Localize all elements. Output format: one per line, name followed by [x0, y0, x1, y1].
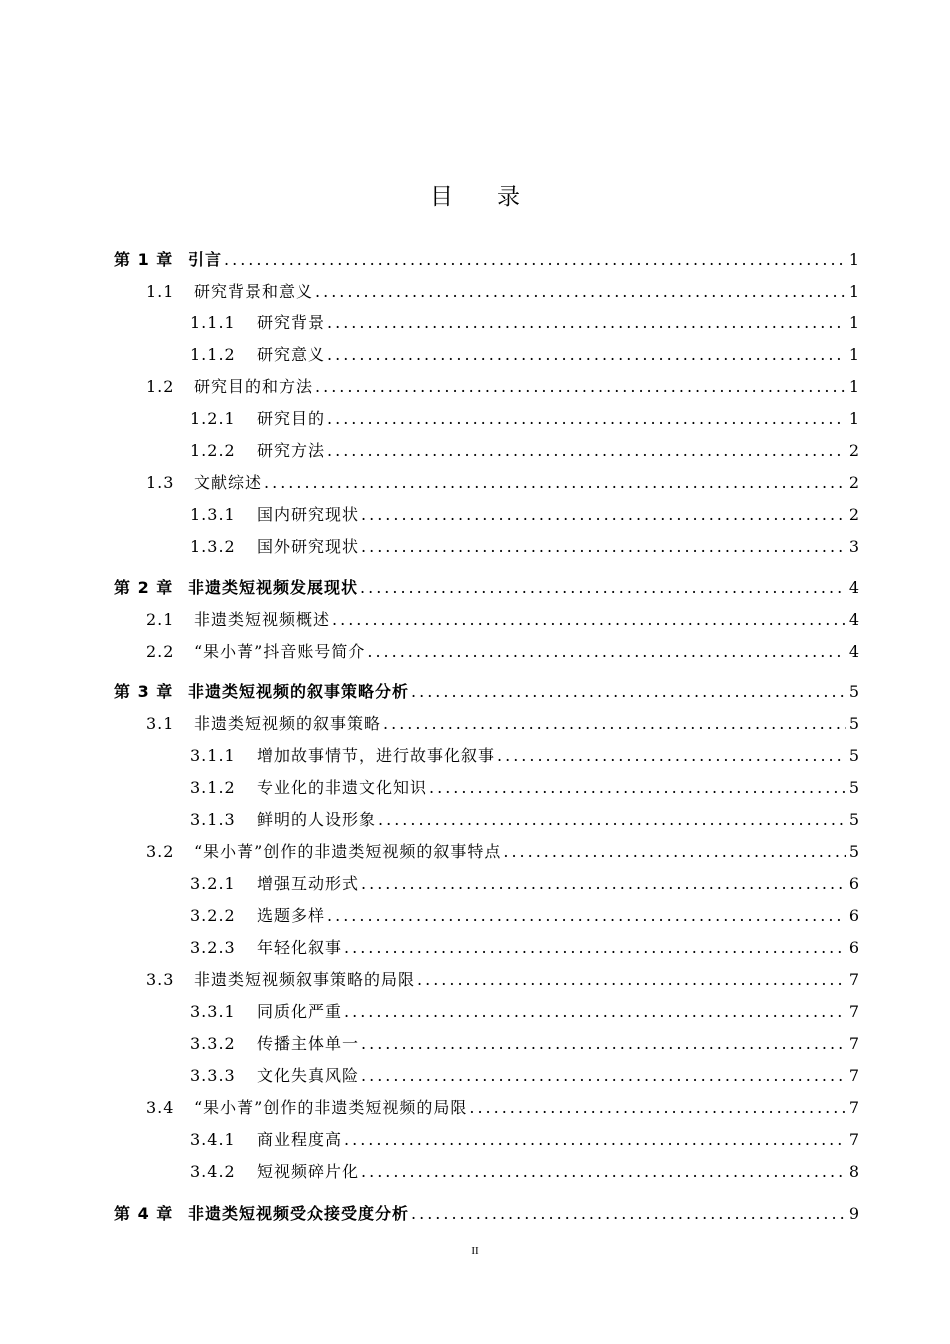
toc-entry-title: 非遗类短视频的叙事策略分析 [188, 682, 410, 701]
toc-entry-title: 研究背景和意义 [194, 282, 314, 301]
toc-entry[interactable] [146, 712, 859, 736]
toc-entry[interactable] [190, 776, 859, 800]
dot-leader [361, 1032, 846, 1056]
toc-entry-page: 1 [848, 282, 859, 301]
toc-entry-number: 3.1.1 [190, 746, 236, 765]
toc-entry[interactable] [190, 1128, 859, 1152]
toc-entry[interactable] [146, 968, 859, 992]
toc-entry[interactable] [114, 576, 859, 600]
toc-entry[interactable] [190, 1160, 859, 1184]
toc-entry[interactable] [146, 375, 859, 399]
toc-entry-page: 2 [848, 473, 859, 492]
toc-entry-page: 7 [848, 1066, 859, 1085]
toc-entry-number: 1.1.1 [190, 313, 236, 332]
toc-entry-title: 非遗类短视频发展现状 [188, 578, 359, 597]
toc-entry[interactable] [190, 1032, 859, 1056]
toc-entry[interactable] [146, 640, 859, 664]
dot-leader [361, 1160, 846, 1184]
toc-entry-title: 增加故事情节，进行故事化叙事 [257, 746, 496, 765]
toc-entry[interactable] [190, 904, 859, 928]
toc-entry-number: 3.3.2 [190, 1034, 236, 1053]
toc-entry-title: 研究意义 [257, 345, 326, 364]
toc-entry[interactable] [190, 439, 859, 463]
toc-entry-number: 3.2.1 [190, 874, 236, 893]
dot-leader [327, 407, 846, 431]
dot-leader [327, 439, 846, 463]
toc-entry-page: 5 [848, 746, 859, 765]
toc-entry-page: 5 [848, 842, 859, 861]
toc-entry-page: 1 [848, 409, 859, 428]
dot-leader [360, 576, 846, 600]
toc-entry[interactable] [146, 608, 859, 632]
page-number-footer: II [471, 1245, 479, 1257]
page-title: 目录 [430, 184, 564, 210]
dot-leader [332, 608, 846, 632]
toc-entry[interactable] [190, 744, 859, 768]
toc-entry[interactable] [146, 1096, 859, 1120]
toc-entry-number: 1.3 [146, 473, 175, 492]
toc-entry-page: 5 [848, 778, 859, 797]
dot-leader [315, 375, 846, 399]
toc-entry-title: “果小菁”创作的非遗类短视频的叙事特点 [194, 842, 502, 861]
toc-entry-page: 2 [848, 441, 859, 460]
dot-leader [383, 712, 846, 736]
toc-entry-page: 6 [848, 874, 859, 893]
toc-entry-number: 1.1.2 [190, 345, 236, 364]
dot-leader [503, 840, 845, 864]
toc-entry-number: 第 4 章 [114, 1204, 174, 1223]
toc-entry-title: 传播主体单一 [257, 1034, 360, 1053]
toc-entry-number: 3.1.2 [190, 778, 236, 797]
toc-entry-title: 鲜明的人设形象 [257, 810, 377, 829]
dot-leader [264, 471, 846, 495]
dot-leader [224, 248, 846, 272]
toc-entry[interactable] [146, 280, 859, 304]
toc-entry-title: 商业程度高 [257, 1130, 343, 1149]
toc-entry-title: 非遗类短视频受众接受度分析 [188, 1204, 410, 1223]
toc-entry-page: 5 [848, 810, 859, 829]
toc-entry[interactable] [190, 808, 859, 832]
toc-entry[interactable] [114, 1202, 859, 1226]
toc-entry-page: 7 [848, 1002, 859, 1021]
toc-entry[interactable] [190, 503, 859, 527]
toc-entry[interactable] [114, 680, 859, 704]
toc-entry-title: 非遗类短视频概述 [194, 610, 331, 629]
toc-entry-page: 7 [848, 1098, 859, 1117]
dot-leader [315, 280, 846, 304]
toc-entry-number: 3.3 [146, 970, 175, 989]
toc-entry-page: 3 [848, 537, 859, 556]
toc-entry-page: 7 [848, 1034, 859, 1053]
toc-entry-title: 非遗类短视频的叙事策略 [194, 714, 382, 733]
toc-entry-number: 1.2.2 [190, 441, 236, 460]
toc-entry-page: 1 [848, 250, 859, 269]
toc-entry-number: 3.4.2 [190, 1162, 236, 1181]
dot-leader [361, 872, 846, 896]
toc-entry-number: 1.3.2 [190, 537, 236, 556]
toc-entry-number: 1.3.1 [190, 505, 236, 524]
toc-entry-page: 4 [848, 578, 859, 597]
dot-leader [429, 776, 846, 800]
dot-leader [361, 1064, 846, 1088]
toc-entry-page: 4 [848, 610, 859, 629]
toc-entry-number: 3.2.2 [190, 906, 236, 925]
dot-leader [411, 1202, 846, 1226]
toc-entry-title: 专业化的非遗文化知识 [257, 778, 428, 797]
toc-entry-title: 文献综述 [194, 473, 263, 492]
toc-entry-page: 1 [848, 377, 859, 396]
toc-entry-number: 3.2.3 [190, 938, 236, 957]
toc-entry[interactable] [190, 407, 859, 431]
toc-entry-title: 增强互动形式 [257, 874, 360, 893]
dot-leader [361, 535, 846, 559]
dot-leader [378, 808, 846, 832]
toc-entry-title: 选题多样 [257, 906, 326, 925]
dot-leader [327, 904, 846, 928]
toc-entry-page: 1 [848, 313, 859, 332]
toc-entry-page: 5 [848, 714, 859, 733]
toc-entry-title: “果小菁”抖音账号简介 [194, 642, 366, 661]
toc-entry-page: 9 [848, 1204, 859, 1223]
toc-entry-number: 1.2 [146, 377, 175, 396]
dot-leader [367, 640, 845, 664]
dot-leader [361, 503, 846, 527]
toc-entry[interactable] [146, 471, 859, 495]
toc-entry-title: 研究目的 [257, 409, 326, 428]
toc-entry-title: 短视频碎片化 [257, 1162, 360, 1181]
toc-entry[interactable] [146, 840, 859, 864]
toc-entry-number: 1.1 [146, 282, 175, 301]
toc-entry-number: 2.2 [146, 642, 175, 661]
dot-leader [344, 1128, 846, 1152]
toc-entry-title: 非遗类短视频叙事策略的局限 [194, 970, 416, 989]
toc-entry-page: 7 [848, 970, 859, 989]
dot-leader [327, 311, 846, 335]
toc-entry-title: 国外研究现状 [257, 537, 360, 556]
toc-entry-number: 3.3.1 [190, 1002, 236, 1021]
toc-entry-number: 1.2.1 [190, 409, 236, 428]
toc-entry[interactable] [190, 1000, 859, 1024]
toc-entry-number: 2.1 [146, 610, 175, 629]
toc-entry-page: 5 [848, 682, 859, 701]
toc-entry[interactable] [114, 248, 859, 272]
toc-entry-title: 研究方法 [257, 441, 326, 460]
toc-entry[interactable] [190, 535, 859, 559]
dot-leader [344, 936, 846, 960]
toc-entry-number: 3.3.3 [190, 1066, 236, 1085]
toc-entry-title: 研究目的和方法 [194, 377, 314, 396]
dot-leader [469, 1096, 845, 1120]
toc-entry-number: 3.4.1 [190, 1130, 236, 1149]
toc-entry-title: “果小菁”创作的非遗类短视频的局限 [194, 1098, 468, 1117]
toc-entry[interactable] [190, 1064, 859, 1088]
toc-entry-page: 2 [848, 505, 859, 524]
toc-entry[interactable] [190, 872, 859, 896]
dot-leader [411, 680, 846, 704]
toc-entry-page: 7 [848, 1130, 859, 1149]
toc-entry-number: 3.1 [146, 714, 175, 733]
toc-entry-number: 第 3 章 [114, 682, 174, 701]
toc-entry-page: 6 [848, 938, 859, 957]
toc-entry-title: 同质化严重 [257, 1002, 343, 1021]
dot-leader [417, 968, 846, 992]
toc-entry[interactable] [190, 936, 859, 960]
toc-entry-number: 第 2 章 [114, 578, 174, 597]
toc-entry-page: 1 [848, 345, 859, 364]
toc-entry-number: 3.1.3 [190, 810, 236, 829]
dot-leader [327, 343, 846, 367]
toc-entry-number: 3.4 [146, 1098, 175, 1117]
toc-entry-number: 3.2 [146, 842, 175, 861]
toc-entry-page: 8 [848, 1162, 859, 1181]
toc-entry[interactable] [190, 343, 859, 367]
dot-leader [497, 744, 846, 768]
toc-entry-title: 年轻化叙事 [257, 938, 343, 957]
toc-entry-page: 6 [848, 906, 859, 925]
toc-entry-number: 第 1 章 [114, 250, 174, 269]
toc-entry-page: 4 [848, 642, 859, 661]
toc-entry-title: 研究背景 [257, 313, 326, 332]
toc-entry-title: 文化失真风险 [257, 1066, 360, 1085]
dot-leader [344, 1000, 846, 1024]
toc-entry-title: 引言 [188, 250, 223, 269]
toc-entry[interactable] [190, 311, 859, 335]
toc-entry-title: 国内研究现状 [257, 505, 360, 524]
